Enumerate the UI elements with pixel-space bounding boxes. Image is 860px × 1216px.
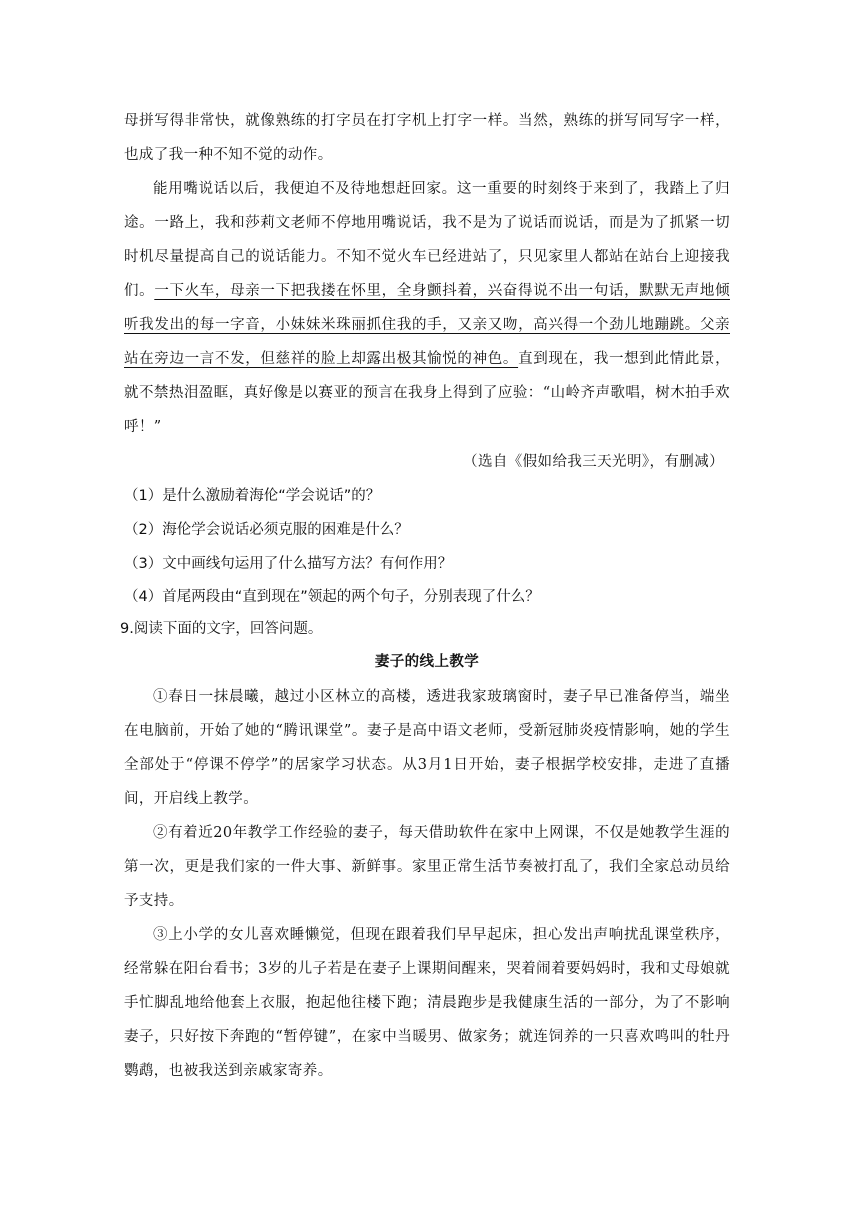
- section-9-heading: 9.阅读下面的文字，回答问题。: [120, 621, 323, 637]
- article-paragraph-1: ①春日一抹晨曦，越过小区林立的高楼，透进我家玻璃窗时，妻子早已准备停当，端坐在电脑前，开始了她的“腾讯课堂”。妻子是高中语文老师，受新冠肺炎疫情影响，她的学生全部处于“停课不停学”的居家学习状态。从3月1日开始，妻子根据学校安排，走进了直播间，开启线上教学。: [124, 689, 730, 807]
- source-citation: （选自《假如给我三天光明》，有删减）: [463, 454, 724, 470]
- article-paragraph-3: ③上小学的女儿喜欢睡懒觉，但现在跟着我们早早起床，担心发出声响扰乱课堂秩序，经常躲在阳台看书；3岁的儿子若是在妻子上课期间醒来，哭着闹着要妈妈时，我和丈母娘就手忙脚乱地给他套上衣服，抱起他往楼下跑；清晨跑步是我健康生活的一部分，为了不影响妻子，只好按下奔跑的“暂停键”，在家中当暖男、做家务；就连饲养的一只喜欢鸣叫的牡丹鹦鹉，也被我送到亲戚家寄养。: [124, 927, 730, 1079]
- underlined-sentence: 一下火车，母亲一下把我搂在怀里，全身颤抖着，兴奋得说不出一句话，默默无声地倾听我发出的每一字音，小妹妹米珠丽抓住我的手，又亲又吻，高兴得一个劲儿地蹦跳。父亲站在旁边一言不发，但慈祥的脸上却露出极其愉悦的神色。: [124, 283, 730, 367]
- article-title: 妻子的线上教学: [374, 653, 480, 670]
- passage-paragraph-continued: 母拼写得非常快，就像熟练的打字员在打字机上打字一样。当然，熟练的拼写同写字一样，也成了我一种不知不觉的动作。: [124, 113, 730, 163]
- article-paragraph-2: ②有着近20年教学工作经验的妻子，每天借助软件在家中上网课，不仅是她教学生涯的第一次，更是我们家的一件大事、新鲜事。家里正常生活节奏被打乱了，我们全家总动员给予支持。: [124, 825, 730, 909]
- passage-paragraph-homecoming: [124, 172, 730, 444]
- paragraph-text-intro: 能用嘴说话以后，我便迫不及待地想赶回家。这一重要的时刻终于来到了，我踏上了归途。一路上，我和莎莉文老师不停地用嘴说话，我不是为了说话而说话，而是为了抓紧一切时机尽量提高自己的说话能力。不知不觉火车已经进站了，只见家里人都站在站台上迎接我们。: [124, 181, 730, 299]
- paragraph-text-ending: 直到现在，我一想到此情此景，就不禁热泪盈眶，真好像是以赛亚的预言在我身上得到了应验：“山岭齐声歌唱，树木拍手欢呼！”: [124, 351, 730, 435]
- question-4: （4）首尾两段由“直到现在”领起的两个句子，分别表现了什么？: [124, 589, 540, 605]
- question-1: （1）是什么激励着海伦“学会说话”的？: [124, 488, 381, 504]
- question-2: （2）海伦学会说话必须克服的困难是什么？: [124, 522, 409, 538]
- question-3: （3）文中画线句运用了什么描写方法？有何作用？: [124, 556, 453, 572]
